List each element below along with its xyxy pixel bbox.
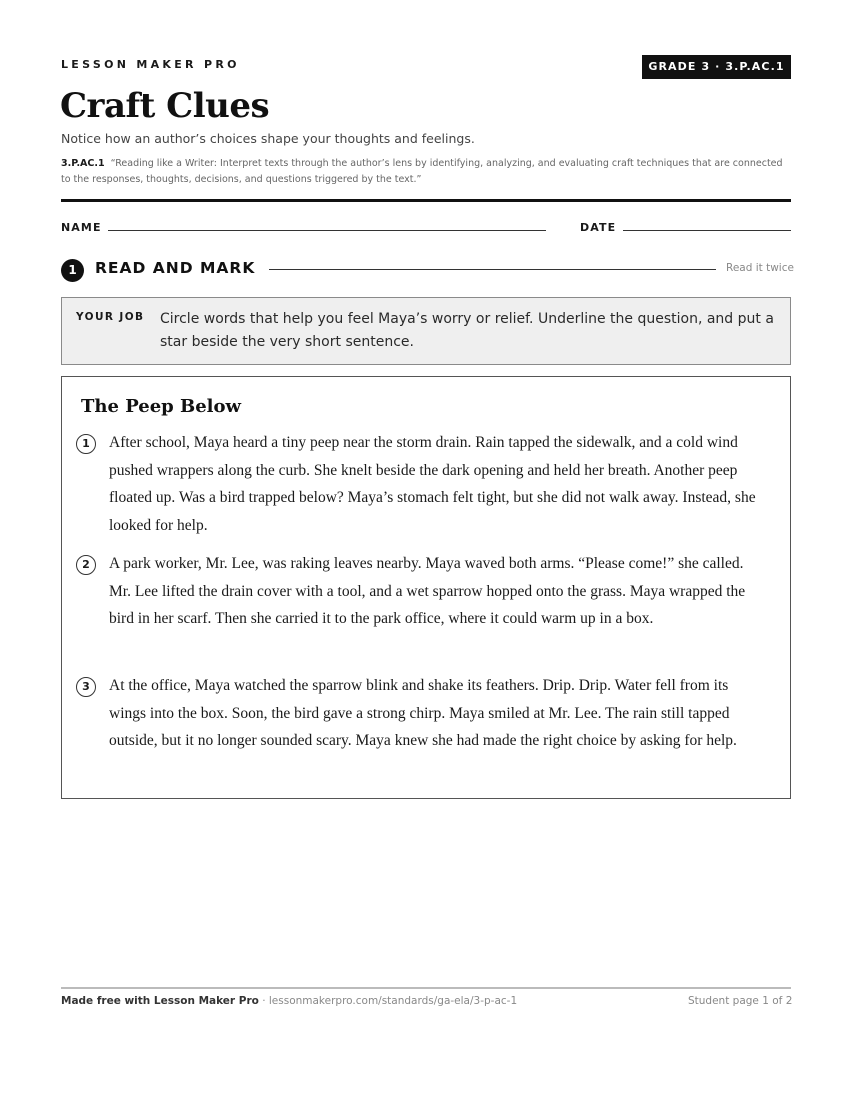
footer-divider [61,987,791,989]
page-title: Craft Clues [60,86,270,126]
section-number-badge: 1 [61,259,84,282]
paragraph-text-3: At the office, Maya watched the sparrow blink and shake its feathers. Drip. Drip. Water fell from its wings into the box. Soon, the bird gave a strong chirp. Maya smiled at Mr. Lee. The rain still tapped outside, but it no longer sounded scary. Maya knew she had made the right choice by asking for help. [109,677,737,749]
paragraph-number-2: 2 [76,555,96,575]
footer-made-with: Made free with Lesson Maker Pro [61,995,259,1007]
your-job-instructions: Circle words that help you feel Maya’s worry or relief. Underline the question, and put a star beside the very short sentence. [160,311,774,350]
name-label: NAME [61,221,102,234]
page-subtitle: Notice how an author’s choices shape your thoughts and feelings. [61,131,475,146]
paragraph-number-3: 3 [76,677,96,697]
paragraph-text-1: After school, Maya heard a tiny peep near the storm drain. Rain tapped the sidewalk, and a cold wind pushed wrappers along the curb. She knelt beside the dark opening and held her breath. Another peep floated up. Was a bird trapped below? Maya’s stomach felt tight, but she did not walk away. Instead, she looked for help. [109,434,756,534]
standard-description [61,156,791,188]
date-field[interactable] [623,230,791,231]
name-field[interactable] [108,230,546,231]
grade-badge: GRADE 3 · 3.P.AC.1 [642,55,791,79]
paragraph-number-1: 1 [76,434,96,454]
passage-box [61,376,791,799]
date-label: DATE [580,221,617,234]
footer-page-number: Student page 1 of 2 [688,995,793,1007]
header-divider [61,199,791,202]
your-job-label: YOUR JOB [76,311,145,323]
your-job-box [61,297,791,365]
section-note: Read it twice [726,262,794,274]
standard-code: 3.P.AC.1 [61,158,105,169]
footer-url[interactable]: · lessonmakerpro.com/standards/ga-ela/3-p-ac-1 [258,995,518,1007]
section-divider [269,269,716,270]
brand-name: LESSON MAKER PRO [61,58,240,71]
footer-credit [61,995,517,1007]
section-title: READ AND MARK [95,259,256,277]
passage-title: The Peep Below [81,396,242,417]
standard-text: “Reading like a Writer: Interpret texts through the author’s lens by identifying, analyzing, and evaluating craft techniques that are connected to the responses, thoughts, decisions, and questions triggered by the text.” [61,158,783,185]
paragraph-text-2: A park worker, Mr. Lee, was raking leaves nearby. Maya waved both arms. “Please come!” she called. Mr. Lee lifted the drain cover with a tool, and a wet sparrow hopped onto the grass. Maya wrapped the bird in her scarf. Then she carried it to the park office, where it could warm up in a box. [109,555,746,627]
